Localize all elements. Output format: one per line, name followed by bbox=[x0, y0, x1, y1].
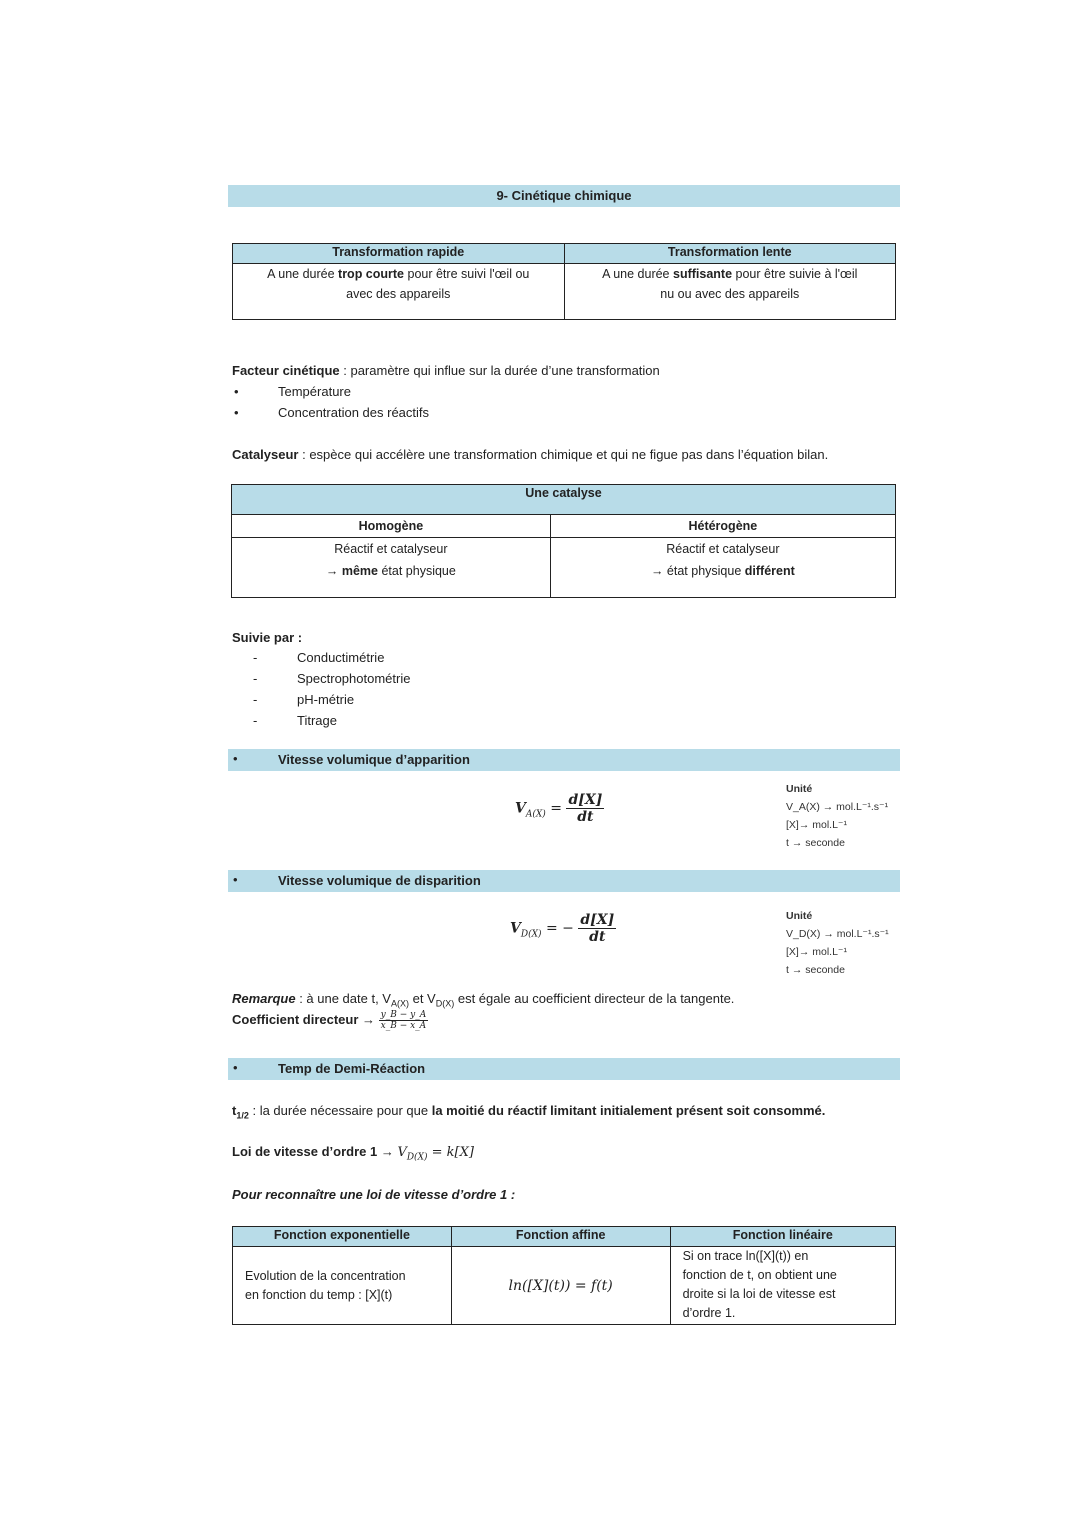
demi-reaction-heading: Temp de Demi-Réaction bbox=[278, 1061, 426, 1076]
list-item: • Température bbox=[234, 384, 351, 399]
disparition-heading: Vitesse volumique de disparition bbox=[278, 873, 481, 888]
list-item: - Titrage bbox=[253, 713, 337, 728]
header-homogene: Homogène bbox=[232, 515, 551, 538]
apparition-heading: Vitesse volumique d’apparition bbox=[278, 752, 470, 767]
apparition-formula: $V_{A(X)}$ = $\frac{d[X]}{dt}$ bbox=[515, 792, 603, 825]
cell-affine: ln([X](t)) = f(t) bbox=[451, 1247, 670, 1325]
facteur-definition: Facteur cinétique : paramètre qui influe sur la durée d’une transformation bbox=[232, 363, 660, 378]
page-title: 9- Cinétique chimique bbox=[496, 188, 632, 203]
catalyse-table bbox=[231, 484, 896, 598]
reconnaitre-heading: Pour reconnaître une loi de vitesse d’ordre 1 : bbox=[232, 1187, 516, 1202]
bullet: • bbox=[233, 751, 238, 766]
cell-lente: A une durée suffisante pour être suivie à l'œil nu ou avec des appareils bbox=[564, 264, 896, 320]
list-item: - Spectrophotométrie bbox=[253, 671, 411, 686]
catalyseur-definition: Catalyseur : espèce qui accélère une transformation chimique et qui ne figue pas dans l’équation bilan. bbox=[232, 447, 829, 462]
loi-vitesse: Loi de vitesse d’ordre $1 \to V_{D(X)} = k[X]$ bbox=[232, 1144, 474, 1163]
cell-heterogene: Réactif et catalyseur → état physique différent bbox=[550, 538, 895, 598]
cell-rapide: A une durée trop courte pour être suivi l'œil ou avec des appareils bbox=[233, 264, 565, 320]
list-item: - pH-métrie bbox=[253, 692, 355, 707]
disparition-units: Unité V_D(X) → mol.L⁻¹.s⁻¹ [X]→ mol.L⁻¹ t → seconde bbox=[786, 910, 889, 976]
disparition-bar bbox=[228, 870, 900, 892]
disparition-formula: $V_{D(X)}$ = − $\frac{d[X]}{dt}$ bbox=[510, 912, 615, 945]
suivie-list bbox=[253, 647, 411, 731]
cell-exponentielle: Evolution de la concentration en fonction du temp : [X](t) bbox=[233, 1247, 452, 1325]
demi-reaction-definition: $t_{1/2}$ : la durée nécessaire pour que la moitié du réactif limitant initialement présent soit consommé. bbox=[232, 1103, 826, 1121]
facteur-list bbox=[234, 381, 430, 423]
header-lineaire: Fonction linéaire bbox=[670, 1227, 895, 1247]
list-item: - Conductimétrie bbox=[253, 650, 385, 665]
title-bar bbox=[228, 185, 900, 207]
fonction-table bbox=[232, 1226, 896, 1325]
bullet: • bbox=[233, 1060, 238, 1075]
header-affine: Fonction affine bbox=[451, 1227, 670, 1247]
cell-lineaire: Si on trace ln([X](t)) en fonction de t, on obtient une droite si la loi de vitesse est d’ordre 1. bbox=[670, 1247, 895, 1325]
header-exponentielle: Fonction exponentielle bbox=[233, 1227, 452, 1247]
header-lente: Transformation lente bbox=[564, 244, 896, 264]
bullet: • bbox=[233, 872, 238, 887]
header-rapide: Transformation rapide bbox=[233, 244, 565, 264]
remarque-text: Remarque : à une date t, $V_{A(X)}$ et $V_{D(X)}$ est égale au coefficient directeur de la tangente. bbox=[232, 991, 735, 1009]
suivie-label: Suivie par : bbox=[232, 630, 303, 645]
header-heterogene: Hétérogène bbox=[550, 515, 895, 538]
transformation-table bbox=[232, 243, 896, 320]
cell-homogene: Réactif et catalyseur → même état physique bbox=[232, 538, 551, 598]
list-item: • Concentration des réactifs bbox=[234, 405, 430, 420]
demi-reaction-bar bbox=[228, 1058, 900, 1080]
catalyse-title: Une catalyse bbox=[232, 485, 896, 515]
coefficient-directeur: Coefficient directeur → $\frac{y\_B - y\_A}{x\_B - x\_A}$ bbox=[232, 1010, 427, 1031]
apparition-units: Unité V_A(X) → mol.L⁻¹.s⁻¹ [X]→ mol.L⁻¹ t → seconde bbox=[786, 783, 889, 849]
apparition-bar bbox=[228, 749, 900, 771]
